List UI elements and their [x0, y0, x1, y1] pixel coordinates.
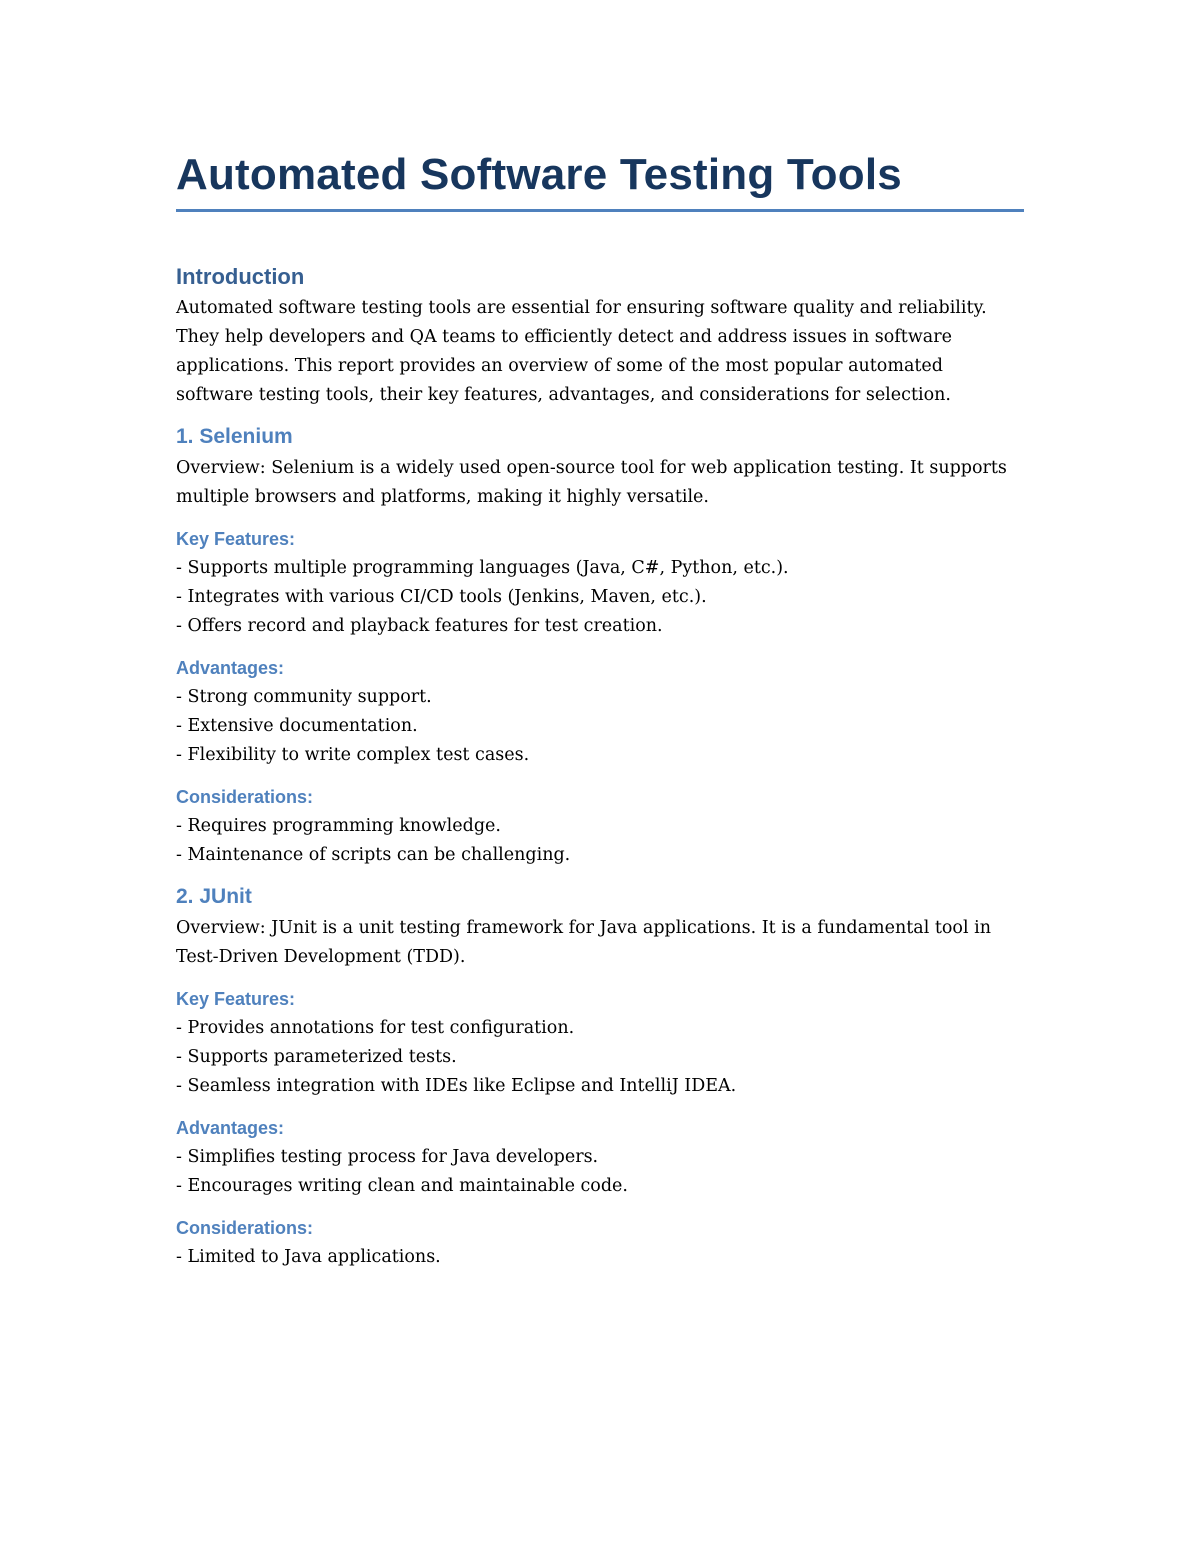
advantages-heading: Advantages: [176, 658, 285, 678]
list-item: - Limited to Java applications. [176, 1247, 441, 1267]
document-title: Automated Software Testing Tools [176, 150, 902, 199]
list-item: - Seamless integration with IDEs like Eclipse and IntelliJ IDEA. [176, 1076, 737, 1096]
list-item: - Supports multiple programming languages (Java, C#, Python, etc.). [176, 558, 789, 578]
document-body [176, 145, 1024, 1272]
key-features-list [176, 1014, 1024, 1101]
considerations-list [176, 1243, 1024, 1272]
key-features-heading: Key Features: [176, 529, 296, 549]
section-heading: 2. JUnit [176, 885, 252, 908]
key-features-heading: Key Features: [176, 989, 296, 1009]
section-heading: 1. Selenium [176, 425, 293, 448]
advantages-heading: Advantages: [176, 1118, 285, 1138]
section-junit [176, 882, 1024, 1272]
introduction-heading: Introduction [176, 264, 305, 289]
considerations-list [176, 812, 1024, 870]
list-item: - Requires programming knowledge. [176, 816, 501, 836]
advantages-list [176, 683, 1024, 770]
advantages-list [176, 1143, 1024, 1201]
title-underline-rule [176, 209, 1024, 212]
list-item: - Simplifies testing process for Java developers. [176, 1147, 599, 1167]
list-item: - Supports parameterized tests. [176, 1047, 457, 1067]
list-item: - Encourages writing clean and maintainable code. [176, 1176, 628, 1196]
list-item: - Provides annotations for test configuration. [176, 1018, 575, 1038]
key-features-list [176, 554, 1024, 641]
list-item: - Flexibility to write complex test cases. [176, 745, 530, 765]
list-item: - Strong community support. [176, 687, 432, 707]
considerations-heading: Considerations: [176, 1218, 314, 1238]
section-selenium [176, 422, 1024, 870]
list-item: - Integrates with various CI/CD tools (Jenkins, Maven, etc.). [176, 587, 707, 607]
introduction-paragraph: Automated software testing tools are essential for ensuring software quality and reliability. They help developers and QA teams to efficiently detect and address issues in software applications. This report provides an overview of some of the most popular automated software testing tools, their key features, advantages, and considerations for selection. [176, 298, 987, 405]
list-item: - Maintenance of scripts can be challenging. [176, 845, 571, 865]
list-item: - Offers record and playback features for test creation. [176, 616, 663, 636]
considerations-heading: Considerations: [176, 787, 314, 807]
overview-paragraph: Overview: JUnit is a unit testing framework for Java applications. It is a fundamental tool in Test-Driven Development (TDD). [176, 918, 991, 967]
list-item: - Extensive documentation. [176, 716, 418, 736]
overview-paragraph: Overview: Selenium is a widely used open-source tool for web application testing. It supports multiple browsers and platforms, making it highly versatile. [176, 458, 1007, 507]
